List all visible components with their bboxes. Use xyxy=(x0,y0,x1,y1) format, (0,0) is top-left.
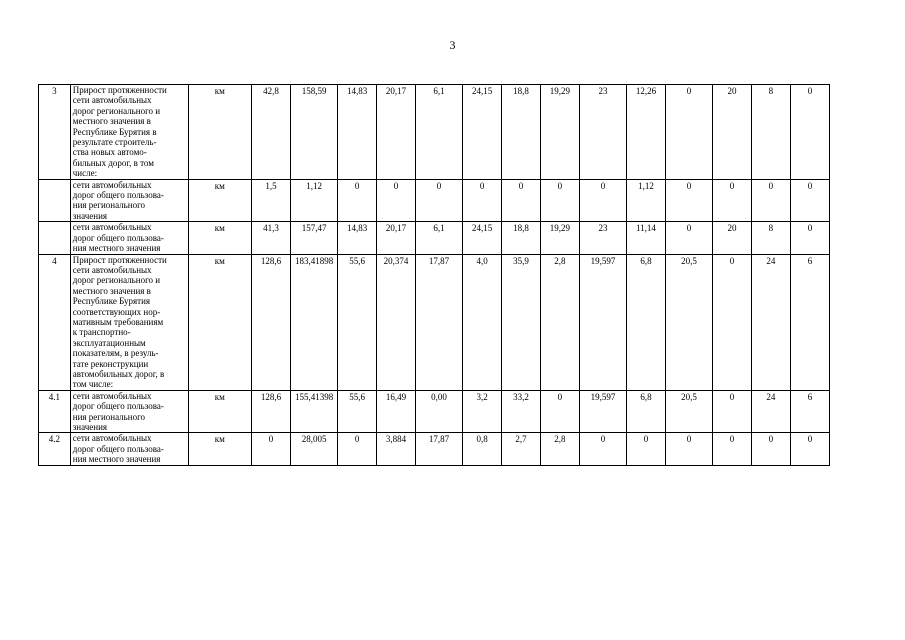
value-cell: 18,8 xyxy=(502,222,541,254)
value-cell: 18,8 xyxy=(502,85,541,180)
value-cell: 6,1 xyxy=(415,85,462,180)
indicator-name-line: дорог общего пользова- xyxy=(72,443,164,454)
indicator-name-line: ния местного значения xyxy=(72,243,161,254)
value-cell: 0 xyxy=(790,179,829,222)
indicator-name-line: бильных дорог, в том xyxy=(72,157,154,168)
value-cell: 24,15 xyxy=(463,222,502,254)
indicator-name xyxy=(70,254,188,390)
value-cell: 0 xyxy=(665,85,712,180)
value-cell: 0 xyxy=(502,179,541,222)
table-row xyxy=(39,222,830,254)
value-cell: 20,374 xyxy=(377,254,416,390)
indicator-name-line: тате реконструкции xyxy=(72,358,149,369)
value-cell: 0 xyxy=(338,179,377,222)
value-cell: 0 xyxy=(713,254,752,390)
indicator-name-line: Республике Бурятия xyxy=(72,296,151,307)
value-cell: 155,41398 xyxy=(291,390,338,433)
table-row xyxy=(39,179,830,222)
value-cell: 28,005 xyxy=(291,433,338,465)
value-cell: 24 xyxy=(751,390,790,433)
indicator-name-line: автомобильных дорог, в xyxy=(72,368,165,379)
indicator-name-line: Республике Бурятия в xyxy=(72,126,157,137)
table-row xyxy=(39,254,830,390)
value-cell: 19,29 xyxy=(540,222,579,254)
value-cell: 42,8 xyxy=(252,85,291,180)
indicator-name-line: Прирост протяженности xyxy=(72,85,167,95)
value-cell: 6,8 xyxy=(627,254,666,390)
indicator-name-line: результате строитель- xyxy=(72,137,157,148)
indicator-name xyxy=(70,390,188,433)
value-cell: 0 xyxy=(751,179,790,222)
unit-cell: км xyxy=(188,222,252,254)
value-cell: 0 xyxy=(790,85,829,180)
value-cell: 0 xyxy=(751,433,790,465)
unit-cell: км xyxy=(188,433,252,465)
unit-cell: км xyxy=(188,254,252,390)
value-cell: 0 xyxy=(790,433,829,465)
value-cell: 3,884 xyxy=(377,433,416,465)
value-cell: 14,83 xyxy=(338,222,377,254)
indicator-name-line: мативным требованиям xyxy=(72,316,164,327)
value-cell: 0 xyxy=(579,179,626,222)
value-cell: 6 xyxy=(790,254,829,390)
indicator-name-line: ния регионального xyxy=(72,411,146,422)
value-cell: 19,597 xyxy=(579,390,626,433)
indicator-name-line: Прирост протяженности xyxy=(72,254,167,265)
indicator-name-line: том числе: xyxy=(72,379,114,390)
value-cell: 6,8 xyxy=(627,390,666,433)
value-cell: 20,17 xyxy=(377,222,416,254)
value-cell: 128,6 xyxy=(252,254,291,390)
value-cell: 8 xyxy=(751,222,790,254)
row-number: 3 xyxy=(39,85,71,180)
value-cell: 0 xyxy=(665,222,712,254)
value-cell: 0,00 xyxy=(415,390,462,433)
indicator-name xyxy=(70,85,188,180)
value-cell: 23 xyxy=(579,222,626,254)
indicator-name-line: местного значения в xyxy=(72,116,151,127)
value-cell: 55,6 xyxy=(338,390,377,433)
value-cell: 0 xyxy=(415,179,462,222)
value-cell: 11,14 xyxy=(627,222,666,254)
value-cell: 19,29 xyxy=(540,85,579,180)
indicator-name-line: дорог регионального и xyxy=(72,275,161,286)
indicator-name-line: дорог общего пользова- xyxy=(72,190,164,201)
value-cell: 2,8 xyxy=(540,433,579,465)
indicator-name-line: сети автомобильных xyxy=(72,433,152,444)
value-cell: 0 xyxy=(627,433,666,465)
value-cell: 1,12 xyxy=(291,179,338,222)
value-cell: 157,47 xyxy=(291,222,338,254)
row-number xyxy=(39,222,71,254)
value-cell: 0 xyxy=(463,179,502,222)
table-row xyxy=(39,85,830,180)
value-cell: 2,8 xyxy=(540,254,579,390)
indicator-name xyxy=(70,433,188,465)
unit-cell: км xyxy=(188,390,252,433)
indicators-table xyxy=(38,84,830,466)
indicator-name-line: значения xyxy=(72,422,108,432)
value-cell: 17,87 xyxy=(415,254,462,390)
value-cell: 0 xyxy=(713,179,752,222)
value-cell: 0 xyxy=(377,179,416,222)
value-cell: 0 xyxy=(665,433,712,465)
value-cell: 55,6 xyxy=(338,254,377,390)
value-cell: 0 xyxy=(540,390,579,433)
value-cell: 6,1 xyxy=(415,222,462,254)
value-cell: 20 xyxy=(713,222,752,254)
value-cell: 4,0 xyxy=(463,254,502,390)
indicator-name-line: соответствующих нор- xyxy=(72,306,161,317)
indicator-name-line: показателям, в резуль- xyxy=(72,348,159,359)
row-number: 4.2 xyxy=(39,433,71,465)
indicator-name-line: эксплуатационным xyxy=(72,337,146,348)
value-cell: 16,49 xyxy=(377,390,416,433)
value-cell: 20,5 xyxy=(665,254,712,390)
value-cell: 1,5 xyxy=(252,179,291,222)
indicator-name-line: местного значения в xyxy=(72,285,151,296)
value-cell: 41,3 xyxy=(252,222,291,254)
value-cell: 128,6 xyxy=(252,390,291,433)
table-row xyxy=(39,433,830,465)
indicator-name xyxy=(70,222,188,254)
value-cell: 8 xyxy=(751,85,790,180)
indicator-name-line: к транспортно- xyxy=(72,327,131,338)
value-cell: 20,17 xyxy=(377,85,416,180)
value-cell: 20,5 xyxy=(665,390,712,433)
row-number: 4 xyxy=(39,254,71,390)
value-cell: 24,15 xyxy=(463,85,502,180)
value-cell: 12,26 xyxy=(627,85,666,180)
value-cell: 23 xyxy=(579,85,626,180)
value-cell: 35,9 xyxy=(502,254,541,390)
indicator-name-line: дорог общего пользова- xyxy=(72,232,164,243)
page-number: 3 xyxy=(449,38,456,52)
value-cell: 0 xyxy=(713,390,752,433)
value-cell: 1,12 xyxy=(627,179,666,222)
value-cell: 24 xyxy=(751,254,790,390)
value-cell: 20 xyxy=(713,85,752,180)
value-cell: 3,2 xyxy=(463,390,502,433)
value-cell: 19,597 xyxy=(579,254,626,390)
indicator-name-line: сети автомобильных xyxy=(72,95,152,106)
value-cell: 17,87 xyxy=(415,433,462,465)
table-body xyxy=(39,85,830,466)
value-cell: 14,83 xyxy=(338,85,377,180)
indicator-name-line: ния регионального xyxy=(72,200,146,211)
value-cell: 6 xyxy=(790,390,829,433)
indicator-name-line: значения xyxy=(72,210,108,221)
value-cell: 0 xyxy=(252,433,291,465)
indicator-name-line: сети автомобильных xyxy=(72,264,152,275)
indicator-name-line: ния местного значения xyxy=(72,454,161,465)
row-number: 4.1 xyxy=(39,390,71,433)
value-cell: 0 xyxy=(338,433,377,465)
indicator-name-line: ства новых автомо- xyxy=(72,147,147,158)
value-cell: 183,41898 xyxy=(291,254,338,390)
indicator-name-line: сети автомобильных xyxy=(72,179,152,190)
value-cell: 0 xyxy=(790,222,829,254)
value-cell: 33,2 xyxy=(502,390,541,433)
table-row xyxy=(39,390,830,433)
row-number xyxy=(39,179,71,222)
indicator-name-line: сети автомобильных xyxy=(72,222,152,233)
indicator-name xyxy=(70,179,188,222)
value-cell: 0,8 xyxy=(463,433,502,465)
unit-cell: км xyxy=(188,85,252,180)
value-cell: 0 xyxy=(540,179,579,222)
value-cell: 0 xyxy=(665,179,712,222)
unit-cell: км xyxy=(188,179,252,222)
value-cell: 0 xyxy=(713,433,752,465)
value-cell: 0 xyxy=(579,433,626,465)
value-cell: 2,7 xyxy=(502,433,541,465)
indicator-name-line: дорог общего пользова- xyxy=(72,401,164,412)
value-cell: 158,59 xyxy=(291,85,338,180)
indicator-name-line: дорог регионального и xyxy=(72,105,161,116)
indicator-name-line: числе: xyxy=(72,168,98,179)
indicator-name-line: сети автомобильных xyxy=(72,390,152,401)
